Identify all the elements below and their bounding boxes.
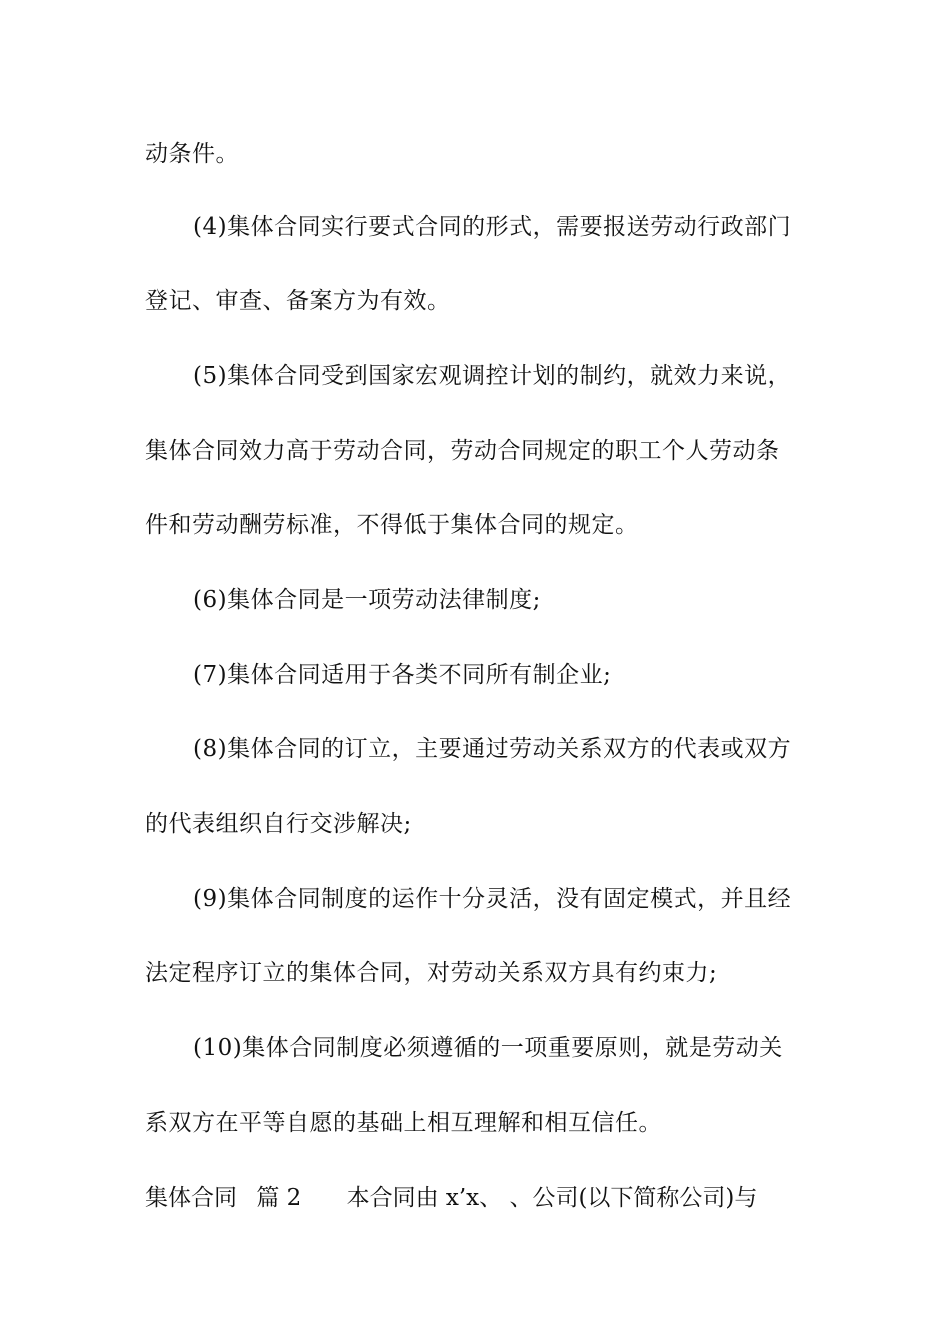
- paragraph-line: 的代表组织自行交涉解决;: [145, 811, 412, 837]
- paragraph-line: (9)集体合同制度的运作十分灵活，没有固定模式，并且经: [193, 886, 792, 912]
- paragraph-line: (4)集体合同实行要式合同的形式，需要报送劳动行政部门: [193, 214, 792, 240]
- paragraph-line: 登记、审查、备案方为有效。: [145, 288, 451, 314]
- paragraph-line: 动条件。: [145, 141, 239, 167]
- paragraph-line: 法定程序订立的集体合同，对劳动关系双方具有约束力;: [145, 960, 718, 986]
- paragraph-line: (8)集体合同的订立，主要通过劳动关系双方的代表或双方: [193, 736, 792, 762]
- paragraph-line: (7)集体合同适用于各类不同所有制企业;: [193, 662, 612, 688]
- paragraph-line: (6)集体合同是一项劳动法律制度;: [193, 587, 541, 613]
- section-heading-line: [145, 1183, 810, 1213]
- paragraph-line: 件和劳动酬劳标准，不得低于集体合同的规定。: [145, 512, 639, 538]
- paragraph-line: 集体合同效力高于劳动合同，劳动合同规定的职工个人劳动条: [145, 438, 780, 464]
- section-title: 集体合同: [145, 1185, 237, 1211]
- section-body-text: 本合同由 x’x、 、公司(以下简称公司)与: [346, 1185, 758, 1211]
- paragraph-line: 系双方在平等自愿的基础上相互理解和相互信任。: [145, 1110, 662, 1136]
- paragraph-line: (5)集体合同受到国家宏观调控计划的制约，就效力来说，: [193, 363, 792, 389]
- paragraph-line: (10)集体合同制度必须遵循的一项重要原则，就是劳动关: [193, 1035, 783, 1061]
- section-number: 篇 2: [256, 1185, 302, 1211]
